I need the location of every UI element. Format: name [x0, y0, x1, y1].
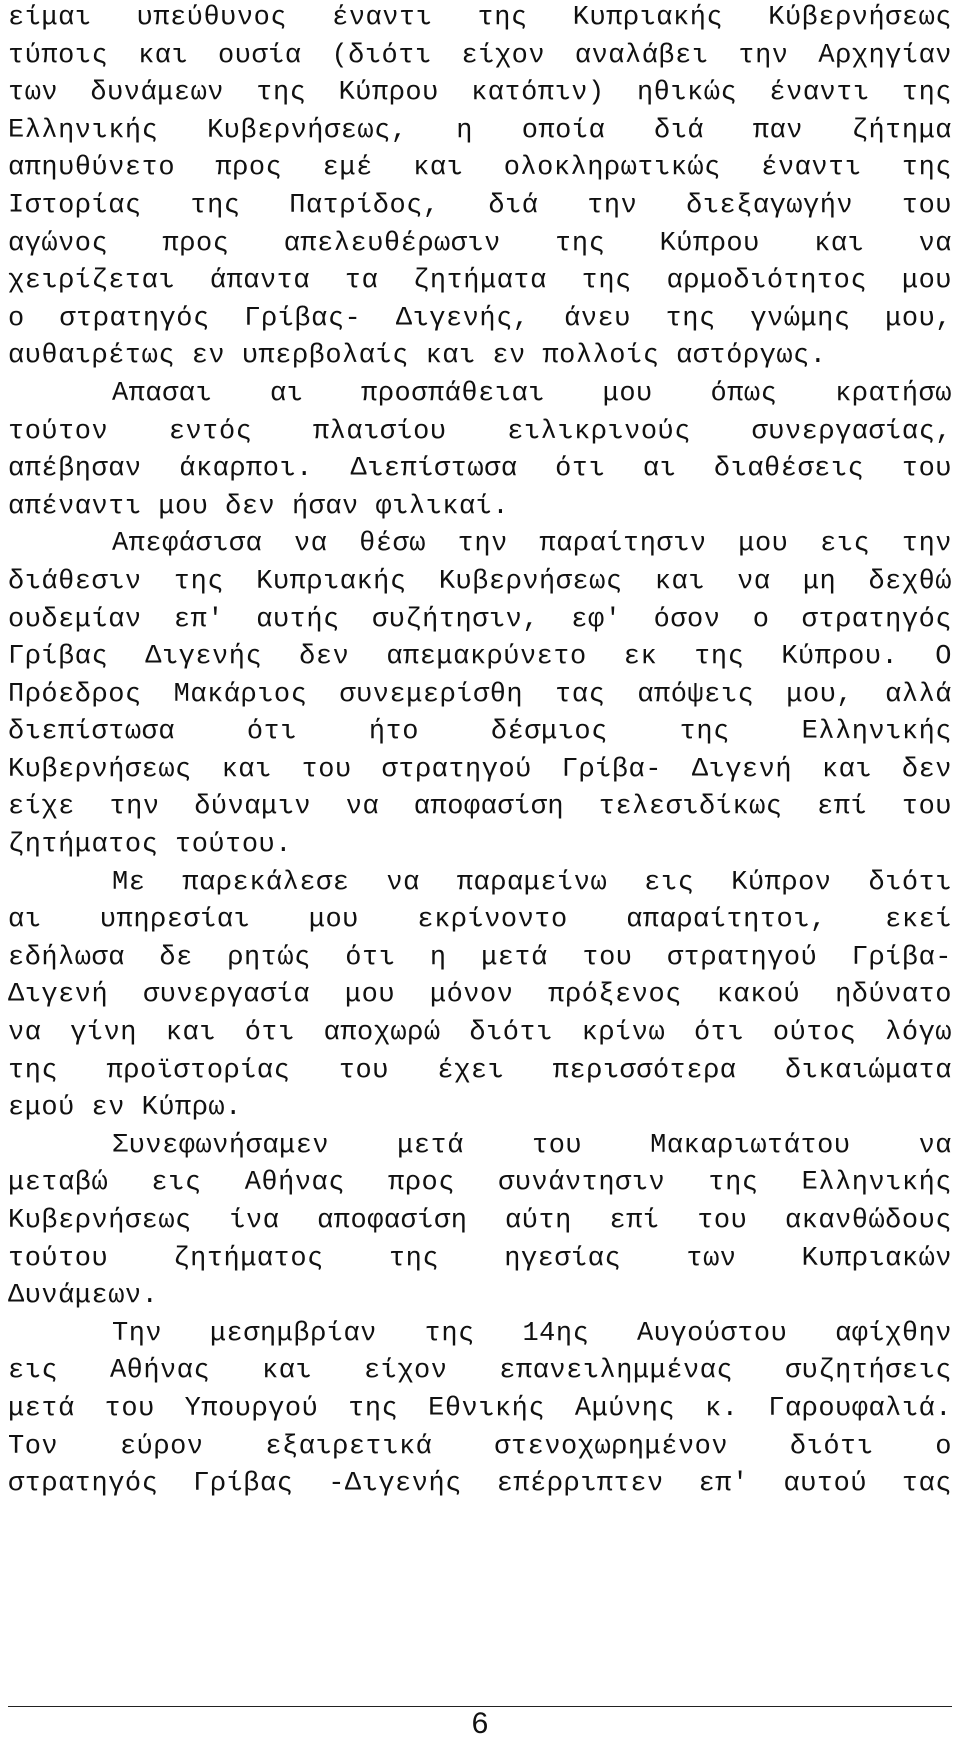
- text-line: εις Αθήνας και είχον επανειλημμένας συζητήσεις: [8, 1356, 952, 1387]
- text-line: Τον εύρον εξαιρετικά στενοχωρημένον διότι ο: [8, 1431, 952, 1462]
- page-number: 6: [471, 1707, 489, 1740]
- document-page: [8, 0, 952, 1504]
- text-line: Απασαι αι προσπάθειαι μου όπως κρατήσω: [112, 378, 952, 409]
- text-line: Με παρεκάλεσε να παραμείνω εις Κύπρον διότι: [112, 867, 952, 898]
- text-line: ο στρατηγός Γρίβας- Διγενής, άνευ της γνώμης μου,: [8, 303, 952, 334]
- text-line: αυθαιρέτως εν υπερβολαίς και εν πολλοίς αστόργως.: [8, 341, 827, 372]
- text-line: Ελληνικής Κυβερνήσεως, η οποία διά παν ζήτημα: [8, 115, 952, 146]
- text-line: τύποις και ουσία (διότι είχον αναλάβει την Αρχηγίαν: [8, 40, 952, 71]
- text-line: Πρόεδρος Μακάριος συνεμερίσθη τας απόψεις μου, αλλά: [8, 679, 952, 710]
- text-line: Δυνάμεων.: [8, 1281, 159, 1312]
- text-line: είμαι υπεύθυνος έναντι της Κυπριακής Κύβερνήσεως: [8, 3, 952, 33]
- text-line: απέναντι μου δεν ήσαν φιλικαί.: [8, 491, 510, 522]
- text-line: Γρίβας Διγενής δεν απεμακρύνετο εκ της Κύπρου. Ο: [8, 642, 952, 673]
- text-line: Κυβερνήσεως και του στρατηγού Γρίβα- Διγενή και δεν: [8, 754, 952, 785]
- text-line: εμού εν Κύπρω.: [8, 1093, 242, 1124]
- text-line: Διγενή συνεργασία μου μόνον πρόξενος κακού ηδύνατο: [8, 980, 952, 1011]
- text-line: διάθεσιν της Κυπριακής Κυβερνήσεως και να μη δεχθώ: [8, 566, 952, 597]
- text-line: είχε την δύναμιν να αποφασίση τελεσιδίκως επί του: [8, 792, 952, 823]
- text-line: Απεφάσισα να θέσω την παραίτησιν μου εις την: [112, 529, 952, 560]
- text-line: αγώνος προς απελευθέρωσιν της Κύπρου και να: [8, 228, 952, 259]
- text-line: τούτον εντός πλαισίου ειλικρινούς συνεργασίας,: [8, 416, 952, 447]
- text-line: τούτου ζητήματος της ηγεσίας των Κυπριακών: [8, 1243, 952, 1274]
- text-line: εδήλωσα δε ρητώς ότι η μετά του στρατηγού Γρίβα-: [8, 942, 952, 973]
- text-line: ουδεμίαν επ' αυτής συζήτησιν, εφ' όσον ο στρατηγός: [8, 604, 952, 635]
- text-line: χειρίζεται άπαντα τα ζητήματα της αρμοδιότητος μου: [8, 266, 952, 297]
- text-line: στρατηγός Γρίβας -Διγενής επέρριπτεν επ' αυτού τας: [8, 1469, 952, 1500]
- text-line: Την μεσημβρίαν της 14ης Αυγούστου αφίχθην: [112, 1318, 952, 1349]
- text-line: Συνεφωνήσαμεν μετά του Μακαριωτάτου να: [112, 1130, 952, 1161]
- text-line: μετά του Υπουργού της Εθνικής Αμύνης κ. Γαρουφαλιά.: [8, 1393, 952, 1424]
- text-line: απηυθύνετο προς εμέ και ολοκληρωτικώς έναντι της: [8, 153, 952, 184]
- text-line: μεταβώ εις Αθήνας προς συνάντησιν της Ελληνικής: [8, 1168, 952, 1199]
- text-line: αι υπηρεσίαι μου εκρίνοντο απαραίτητοι, εκεί: [8, 905, 952, 936]
- text-line: να γίνη και ότι αποχωρώ διότι κρίνω ότι ούτος λόγω: [8, 1018, 952, 1049]
- text-line: Κυβερνήσεως ίνα αποφασίση αύτη επί του ακανθώδους: [8, 1206, 952, 1236]
- text-line: των δυνάμεων της Κύπρου κατόπιν) ηθικώς έναντι της: [8, 78, 952, 109]
- text-line: Ιστορίας της Πατρίδος, διά την διεξαγωγήν του: [8, 190, 952, 221]
- text-line: της προϊστορίας του έχει περισσότερα δικαιώματα: [8, 1055, 952, 1086]
- text-line: διεπίστωσα ότι ήτο δέσμιος της Ελληνικής: [8, 717, 952, 748]
- text-line: απέβησαν άκαρποι. Διεπίστωσα ότι αι διαθέσεις του: [8, 454, 952, 485]
- text-line: ζητήματος τούτου.: [8, 830, 292, 861]
